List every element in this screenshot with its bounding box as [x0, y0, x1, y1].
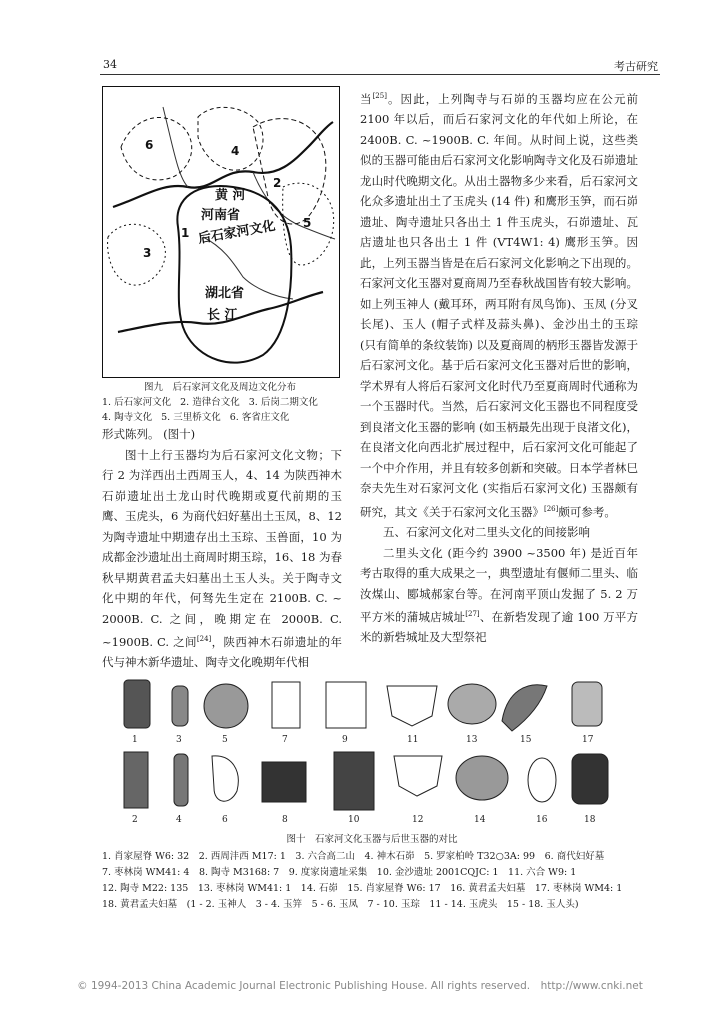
section-title: 五、石家河文化对二里头文化的间接影响: [383, 525, 590, 540]
map-label-henan: 河南省: [201, 208, 241, 223]
plate-number: 6: [222, 815, 228, 825]
text: 、在新砦发现了逾 100 万平方米的新砦城址及大型祭祀: [360, 609, 639, 645]
copyright-footer: © 1994-2013 China Academic Journal Electronic Publishing House. All rights reserved. http://www.cnki.net: [77, 980, 643, 992]
jade-artifact-15: [502, 685, 547, 731]
map-number-6: 6: [145, 138, 154, 152]
plate-number: 13: [466, 735, 478, 745]
legend-item: 3. 后岗二期文化: [248, 397, 318, 408]
journal-title: 考古研究: [614, 60, 658, 73]
figure9-legend: [102, 395, 338, 425]
figure9-map: [102, 86, 340, 378]
figure9-caption-block: [102, 380, 338, 425]
reference: [26]: [544, 504, 559, 513]
map-number-3: 3: [143, 246, 152, 260]
jade-artifact-14: [456, 756, 508, 800]
boundary-2: [253, 119, 326, 224]
jade-artifact-11: [387, 686, 437, 726]
header-rule: [100, 74, 660, 75]
left-column: [102, 424, 342, 673]
plate-number: 11: [407, 735, 419, 745]
plate-number: 9: [342, 735, 348, 745]
map-label-changjiang: 长 江: [207, 308, 238, 323]
caption-row: 1. 肖家屋脊 W6: 32 2. 西周沣西 M17: 1 3. 六合高二山 4. 神木石峁 5. 罗家柏岭 T32○3A: 99 6. 商代妇好墓: [102, 851, 605, 862]
jade-artifact-3: [172, 686, 188, 726]
figure9-caption: 图九 后石家河文化及周边文化分布: [143, 382, 296, 393]
legend-item: 4. 陶寺文化: [102, 412, 153, 423]
plate-number: 18: [584, 815, 596, 825]
plate-number: 14: [474, 815, 486, 825]
boundary-3: [108, 224, 166, 285]
jade-artifact-1: [124, 680, 150, 728]
plate-number: 4: [176, 815, 182, 825]
plate-number: 17: [582, 735, 594, 745]
text: ，陕西神木石峁遗址的年代与神木新华遗址、陶寺文化晚期年代相: [102, 634, 342, 670]
jade-artifact-16: [528, 758, 556, 802]
plate-number: 12: [412, 815, 424, 825]
boundary-6: [121, 117, 192, 179]
boundary-4: [198, 107, 263, 170]
map-label-hubei: 湖北省: [205, 286, 245, 301]
reference: [25]: [372, 92, 387, 100]
right-column: [360, 86, 638, 648]
plate-number: 3: [176, 735, 182, 745]
paragraph: [102, 445, 342, 673]
plate-number: 16: [536, 815, 548, 825]
jade-artifact-8: [262, 762, 306, 802]
figure10-caption-block: [102, 832, 642, 913]
legend-item: 2. 造律台文化: [180, 397, 240, 408]
text: 当: [360, 91, 373, 106]
jade-artifact-9: [326, 682, 366, 728]
text: 图十上行玉器均为后石家河文化文物；下行 2 为洋西出土西周玉人，4、14 为陕西神木石峁遗址出土龙山时代晚期或夏代前期的玉鹰、玉虎头，6 为商代妇好墓出土玉凤，8、12 为陶寺遗址中期遗存出土玉琮、玉兽面，10 为成都金沙遗址出土商周时期玉琮，16、18 为春秋早期黄君孟夫妇墓出土玉人头。关于陶寺文化中期的年代，何驽先生定在 2100B. C. ~ 2000B. C. 之间，晚期定在 2000B. C. ~1900B. C. 之间: [102, 447, 342, 649]
text: 。因此，上列陶寺与石峁的玉器均应在公元前 2100 年以后，而后石家河文化的年代如上所论，在 2400B. C. ~1900B. C. 年间。从时间上说，这些类似的玉器可能由后石家河文化影响陶寺文化及石峁遗址龙山时代晚期文化。从出土器物多少来看，后石家河文化众多遗址出土了玉虎头 (14 件) 和鹰形玉笋，而石峁遗址、陶寺遗址只各出土 1 件玉虎头，石峁遗址、瓦店遗址也只各出土 1 件 (VT4W1: 4) 鹰形玉笋。因此，上列玉器当皆是在后石家河文化影响之下出现的。石家河文化玉器对夏商周乃至春秋战国皆有较大影响。如上列玉神人 (戴耳环，两耳附有凤鸟饰)、玉凤 (分叉长尾)、玉人 (帽子式样及蒜头鼻)、金沙出土的玉琮 (只有简单的条纹装饰) 以及夏商周的柄形玉器皆发源于后石家河文化。基于后石家河文化玉器对后世的影响，学术界有人将后石家河文化时代乃至夏商周时代通称为一个玉器时代。当然，后石家河文化玉器也不同程度受到良渚文化玉器的影响 (如玉柄最先出现于良渚文化)，在良渚文化向西北扩展过程中，后石家河文化可能起了一个中介作用，并且有较多创新和突破。日本学者林巳奈夫先生对石家河文化 (实指后石家河文化) 玉器颇有研究，其文《关于石家河文化玉器》: [360, 91, 639, 519]
plate-number: 1: [132, 735, 138, 745]
plate-number: 15: [520, 735, 532, 745]
page-number: 34: [103, 58, 117, 71]
paragraph: 形式陈列。 (图十): [102, 427, 196, 441]
jade-artifact-2: [124, 752, 148, 808]
jade-artifact-10: [334, 752, 374, 810]
jade-artifact-13: [448, 684, 496, 724]
paragraph: [360, 86, 638, 522]
jade-artifact-18: [572, 754, 608, 804]
map-number-4: 4: [231, 144, 240, 158]
river-tributary: [163, 107, 188, 187]
jade-artifact-5: [204, 684, 248, 728]
caption-row: 12. 陶寺 M22: 135 13. 枣林岗 WM41: 1 14. 石峁 15. 肖家屋脊 W6: 17 16. 黄君孟夫妇墓 17. 枣林岗 WM4: 1: [102, 883, 623, 894]
map-label-culture: 后石家河文化: [197, 218, 277, 247]
jade-artifact-7: [272, 682, 300, 728]
figure10-caption: 图十 石家河文化玉器与后世玉器的对比: [286, 834, 458, 845]
caption-row: 18. 黄君孟夫妇墓 (1 - 2. 玉神人 3 - 4. 玉笄 5 - 6. 玉凤 7 - 10. 玉琮 11 - 14. 玉虎头 15 - 18. 玉人头): [102, 899, 579, 910]
jade-artifact-4: [174, 754, 188, 806]
jade-artifact-17: [572, 682, 602, 726]
plate-number: 10: [348, 815, 360, 825]
plate-number: 2: [132, 815, 138, 825]
map-label-huanghe: 黄 河: [215, 188, 246, 203]
figure10-plate: [102, 676, 638, 826]
legend-item: 1. 后石家河文化: [102, 397, 172, 408]
text: 颇可参考。: [558, 504, 616, 519]
paragraph: [360, 543, 638, 648]
map-number-5: 5: [303, 216, 312, 230]
map-number-1: 1: [181, 226, 190, 240]
reference: [24]: [196, 635, 212, 643]
plate-number: 5: [222, 735, 228, 745]
jade-artifact-12: [394, 756, 442, 796]
caption-row: 7. 枣林岗 WM41: 4 8. 陶寺 M3168: 7 9. 度家岗遗址采集 10. 金沙遗址 2001CQJC: 1 11. 六合 W9: 1: [102, 867, 577, 878]
plate-number: 8: [282, 815, 288, 825]
legend-item: 5. 三里桥文化: [161, 412, 221, 423]
text: 二里头文化 (距今约 3900 ~3500 年) 是近百年考古取得的重大成果之一，典型遗址有偃师二里头、临汝煤山、郾城郝家台等。在河南平顶山发掘了 5. 2 万平方米的蒲城店城址: [360, 545, 638, 624]
legend-item: 6. 客省庄文化: [229, 412, 290, 423]
reference: [27]: [465, 610, 480, 619]
map-number-2: 2: [273, 176, 282, 190]
jade-artifact-6: [212, 756, 238, 801]
plate-number: 7: [282, 735, 288, 745]
